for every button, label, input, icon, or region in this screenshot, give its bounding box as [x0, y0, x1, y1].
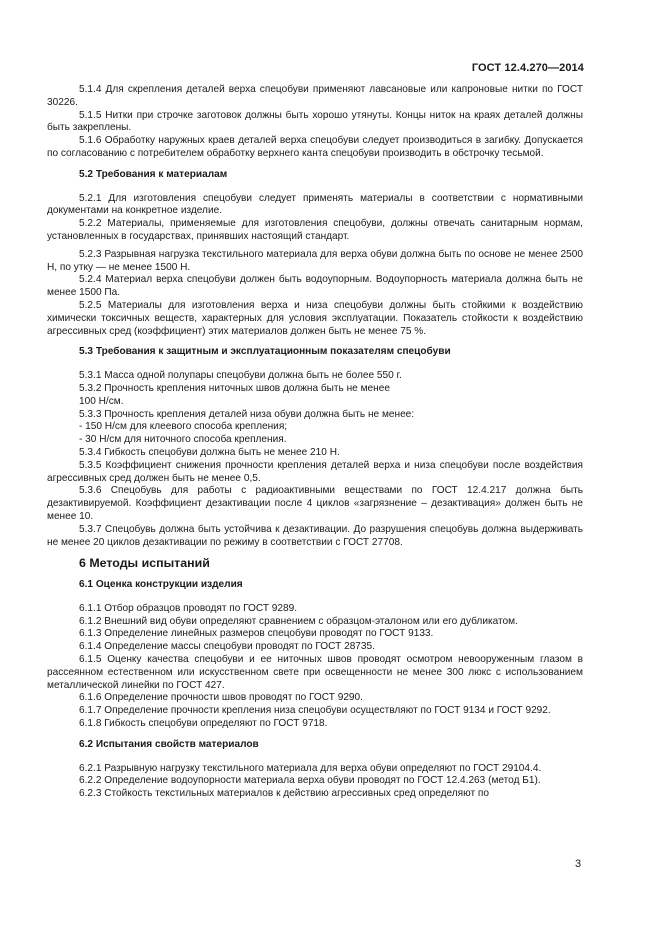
- paragraph: 5.1.4 Для скрепления деталей верха спецобуви применяют лавсановые или капроновые нитки по ГОСТ 30226.: [47, 84, 583, 108]
- paragraph-line: 6.1.4 Определение массы спецобуви проводят по ГОСТ 28735.: [79, 641, 375, 653]
- paragraph-line: 6.1.3 Определение линейных размеров спецобуви проводят по ГОСТ 9133.: [79, 628, 434, 640]
- paragraph-line: 6.1.1 Отбор образцов проводят по ГОСТ 9289.: [79, 602, 298, 614]
- paragraph-line: 6.1.6 Определение прочности швов проводят по ГОСТ 9290.: [79, 692, 363, 704]
- document-body: [47, 84, 583, 801]
- subsection-heading: 6.2 Испытания свойств материалов: [79, 738, 259, 750]
- paragraph: 5.2.2 Материалы, применяемые для изготовления спецобуви, должны отвечать санитарным нормам, установленных в государствах, принявших настоящий стандарт.: [47, 218, 583, 242]
- subsection-heading: 5.3 Требования к защитным и эксплуатационным показателям спецобуви: [79, 346, 451, 358]
- paragraph: 5.3.7 Спецобувь должна быть устойчива к дезактивации. До разрушения спецобувь должна выдерживать не менее 20 циклов дезактивации по режиму в соответствии с ГОСТ 27708.: [47, 523, 583, 548]
- subsection-heading: 6.1 Оценка конструкции изделия: [79, 579, 243, 591]
- paragraph-line: 6.1.8 Гибкость спецобуви определяют по ГОСТ 9718.: [79, 718, 328, 730]
- paragraph: 5.1.6 Обработку наружных краев деталей верха спецобуви следует производиться в загибку. Допускается по согласованию с потребителем обработку верхнего канта спецобуви производить в обстрочку тесьмой.: [47, 135, 583, 159]
- paragraph-line: 5.3.1 Масса одной полупары спецобуви должна быть не более 550 г.: [79, 370, 402, 382]
- paragraph-line: - 150 Н/см для клеевого способа крепления;: [79, 421, 288, 433]
- paragraph: 5.1.5 Нитки при строчке заготовок должны быть хорошо утянуты. Концы ниток на краях деталей должны быть закреплены.: [47, 109, 583, 134]
- paragraph-line: 5.3.2 Прочность крепления ниточных швов должна быть не менее: [79, 382, 390, 394]
- paragraph: 5.2.4 Материал верха спецобуви должен быть водоупорным. Водоупорность материала должна быть не менее 1500 Па.: [47, 274, 583, 299]
- standard-code-header: ГОСТ 12.4.270—2014: [471, 62, 584, 74]
- paragraph-line: 5.3.4 Гибкость спецобуви должна быть не менее 210 Н.: [79, 446, 340, 458]
- section-heading: 6 Методы испытаний: [79, 556, 210, 571]
- paragraph-line: - 30 Н/см для ниточного способа крепления.: [79, 434, 287, 446]
- paragraph-line: 6.1.2 Внешний вид обуви определяют сравнением с образцом-эталоном или его дубликатом.: [79, 615, 518, 627]
- subsection-heading: 5.2 Требования к материалам: [79, 168, 228, 180]
- page-number: 3: [575, 858, 582, 870]
- paragraph-line: 100 Н/см.: [79, 395, 124, 407]
- paragraph-line: 5.3.3 Прочность крепления деталей низа обуви должна быть не менее:: [79, 408, 415, 420]
- paragraph: 5.2.5 Материалы для изготовления верха и низа спецобуви должны быть стойкими к воздействию химически токсичных веществ, характерных для условия эксплуатации. Показатель стойкости к воздействию агрессивных сред (коэффициент) этих материалов должен быть не менее 75 %.: [47, 299, 583, 337]
- paragraph: 5.2.1 Для изготовления спецобуви следует применять материалы в соответствии с нормативными документами на конкретное изделие.: [47, 192, 583, 217]
- paragraph: 6.1.7 Определение прочности крепления низа спецобуви осуществляют по ГОСТ 9134 и ГОСТ 9292.: [79, 705, 551, 717]
- paragraph: 6.2.1 Разрывную нагрузку текстильного материала для верха обуви определяют по ГОСТ 29104.4.: [79, 762, 542, 774]
- paragraph: 5.2.3 Разрывная нагрузка текстильного материала для верха обуви должна быть по основе не менее 2500 Н, по утку — не менее 1500 Н.: [47, 248, 583, 273]
- paragraph: 6.2.3 Стойкость текстильных материалов к действию агрессивных сред определяют по: [79, 788, 489, 800]
- paragraph: 5.3.6 Спецобувь для работы с радиоактивными веществами по ГОСТ 12.4.217 должна быть дезактивируемой. Коэффициент дезактивации после 4 циклов «загрязнение – дезактивация» должен быть не менее 10.: [47, 485, 583, 522]
- paragraph: 6.2.2 Определение водоупорности материала верха обуви проводят по ГОСТ 12.4.263 (метод Б1).: [79, 775, 541, 787]
- paragraph: 5.3.5 Коэффициент снижения прочности крепления деталей верха и низа спецобуви после воздействия агрессивных сред должен быть не менее 0,5.: [47, 459, 583, 484]
- paragraph: 6.1.5 Оценку качества спецобуви и ее ниточных швов проводят осмотром невооруженным глазом в рассеянном естественном или искусственном свете при освещенности не менее 300 люкс с использованием металлической линейки по ГОСТ 427.: [47, 654, 583, 691]
